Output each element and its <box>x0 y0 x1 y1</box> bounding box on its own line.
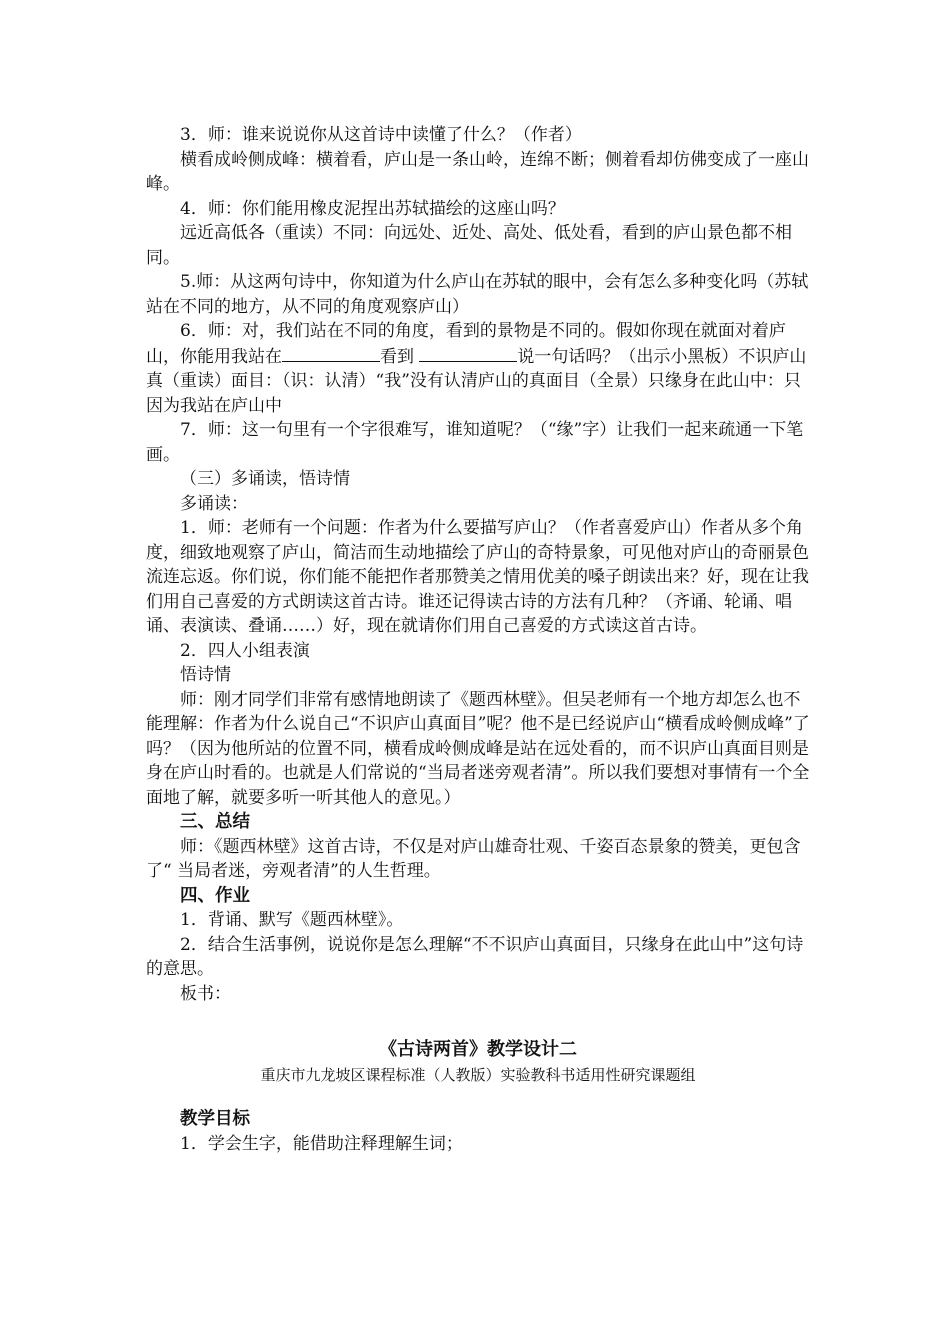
spacer <box>146 1087 810 1107</box>
subheading-recite: 多诵读： <box>180 493 248 514</box>
heading-homework: 四、作业 <box>180 885 250 906</box>
heading-goals: 教学目标 <box>180 1109 250 1129</box>
paragraph-q6-start: 6．师：对，我们站在不同的角度，看到的景物是不同的。假如你现在就面对着庐山，你能用我站在 <box>146 321 786 367</box>
paragraph-understand: 师：刚才同学们非常有感情地朗读了《题西林壁》。但吴老师有一个地方却怎么也不能理解：作者为什么说自己“不识庐山真面目”呢？他不是已经说庐山“横看成岭侧成峰”了吗？（因为他所站的位置不同，横看成岭侧成峰是站在远处看的，而不识庐山真面目则是身在庐山时看的。也就是人们常说的“当局者迷旁观者清”。所以我们要想对事情有一个全面地了解，就要多听一听其他人的意见。） <box>146 689 810 808</box>
document-body <box>146 123 810 1156</box>
paragraph-line1-explain: 横看成岭侧成峰：横着看，庐山是一条山岭，连绵不断；侧着看却仿佛变成了一座山峰。 <box>146 149 809 194</box>
goal-item-1: 1．学会生字，能借助注释理解生词； <box>180 1133 463 1154</box>
paragraph-line2-explain: 远近高低各（重读）不同：向远处、近处、高处、低处看，看到的庐山景色都不相同。 <box>146 223 792 268</box>
heading-summary: 三、总结 <box>180 812 250 832</box>
homework-item-1: 1．背诵、默写《题西林壁》。 <box>180 910 404 930</box>
design-subtitle: 重庆市九龙坡区课程标准（人教版）实验教科书适用性研究课题组 <box>260 1066 696 1084</box>
paragraph-q6 <box>146 319 810 418</box>
board-writing-label: 板书： <box>180 983 231 1004</box>
homework-item-2: 2．结合生活事例，说说你是怎么理解“不不识庐山真面目，只缘身在此山中”这句诗的意思。 <box>146 934 804 979</box>
design-title: 《古诗两首》教学设计二 <box>379 1039 577 1060</box>
fill-blank-1 <box>282 344 380 362</box>
subheading-understand: 悟诗情 <box>180 665 231 685</box>
paragraph-q6-end: 说一句话吗？（出示小黑板）不识庐山真（重读）面目：（识：认清）“我”没有认清庐山的真面目（全景）只缘身在此山中：只因为我站在庐山中 <box>146 346 807 416</box>
paragraph-q5: 5.师：从这两句诗中，你知道为什么庐山在苏轼的眼中，会有怎么多种变化吗（苏轼站在不同的地方，从不同的角度观察庐山） <box>146 272 809 317</box>
section-heading-recite: （三）多诵读，悟诗情 <box>180 469 350 489</box>
paragraph-recite-2: 2．四人小组表演 <box>180 640 310 661</box>
paragraph-q3: 3．师：谁来说说你从这首诗中读懂了什么？（作者） <box>180 125 582 145</box>
paragraph-recite-1: 1．师：老师有一个问题：作者为什么要描写庐山？（作者喜爱庐山）作者从多个角度，细致地观察了庐山，简洁而生动地描绘了庐山的奇特景象，可见他对庐山的奇丽景色流连忘返。你们说，你们能不能把作者那赞美之情用优美的嗓子朗读出来？好，现在让我们用自己喜爱的方式朗读这首古诗。谁还记得读古诗的方法有几种？（齐诵、轮诵、唱诵、表演读、叠诵……）好，现在就请你们用自己喜爱的方式读这首古诗。 <box>146 518 809 636</box>
paragraph-summary: 师：《题西林壁》这首古诗，不仅是对庐山雄奇壮观、千姿百态景象的赞美，更包含了“ 当局者迷，旁观者清”的人生哲理。 <box>146 836 801 881</box>
paragraph-q4: 4．师：你们能用橡皮泥捏出苏轼描绘的这座山吗？ <box>180 198 565 219</box>
fill-blank-2 <box>419 344 517 362</box>
paragraph-q6-mid: 看到 <box>380 346 414 367</box>
paragraph-q7: 7．师：这一句里有一个字很难写，谁知道呢？（“缘”字）让我们一起来疏通一下笔画。 <box>146 420 804 465</box>
